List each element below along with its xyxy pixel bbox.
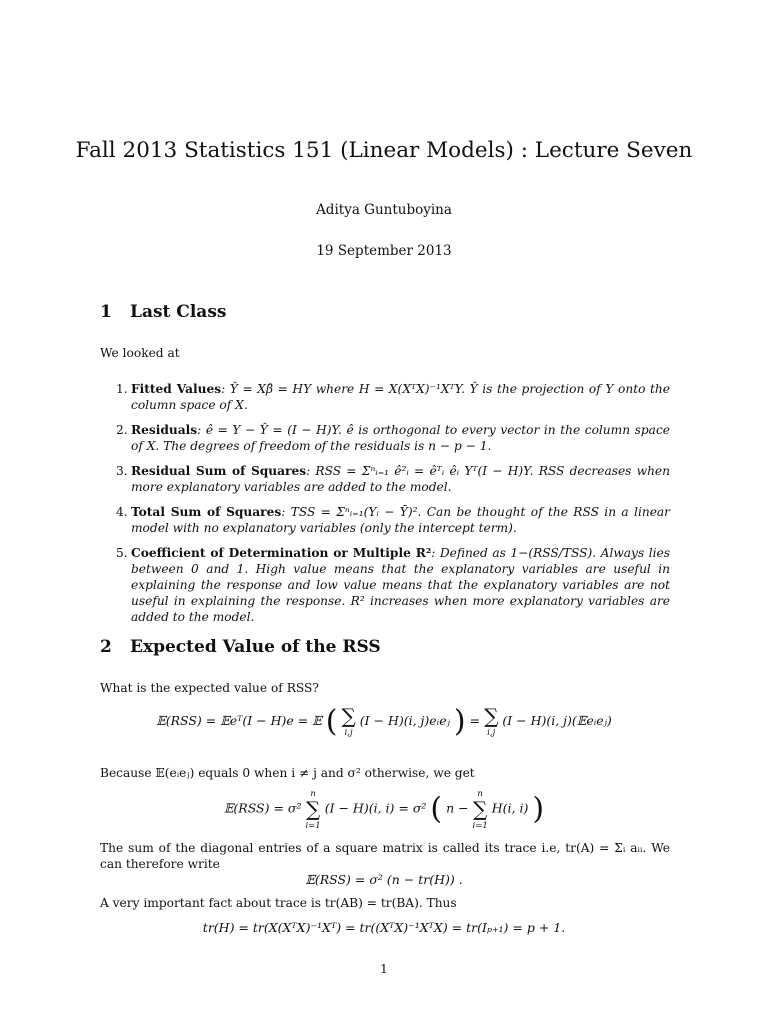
item-text: : RSS = Σⁿᵢ₌₁ ê²ᵢ = êᵀᵢ êᵢ Yᵀ(I − H)Y. RSS decreases when more explanatory variables are added to the model. xyxy=(131,464,670,494)
sum-subscript: i,j xyxy=(487,727,496,738)
sum-subscript: i=1 xyxy=(472,821,488,831)
list-item xyxy=(100,422,670,454)
sum-superscript: n xyxy=(310,789,316,799)
eq2-mid: (I − H)(i, i) = σ² xyxy=(324,800,427,816)
item-term: Total Sum of Squares xyxy=(131,505,282,519)
eq1-equals: = xyxy=(469,713,481,728)
open-paren: ( xyxy=(430,791,443,827)
item-number: 1 . xyxy=(116,381,128,397)
because-text: Because 𝔼(eᵢeⱼ) equals 0 when i ≠ j and σ² otherwise, we get xyxy=(100,766,475,780)
sum-superscript: n xyxy=(477,789,483,799)
sum-subscript: i,j xyxy=(344,727,353,738)
list-item xyxy=(100,545,670,625)
item-number: 4 . xyxy=(116,504,128,520)
section-number: 2 xyxy=(100,637,112,657)
item-text: : TSS = Σⁿᵢ₌₁(Yᵢ − Ȳ)². Can be thought of the RSS in a linear model with no explanatory variables (only the intercept term). xyxy=(131,505,671,535)
list-item xyxy=(100,381,670,413)
item-number: 5 . xyxy=(116,545,128,561)
paper-date: 19 September 2013 xyxy=(316,243,452,259)
eq2-n: n − xyxy=(446,800,469,816)
equation-rss-sigma xyxy=(0,787,768,831)
equation-trace-h: tr(H) = tr(X(XᵀX)⁻¹Xᵀ) = tr((XᵀX)⁻¹XᵀX) = tr(Iₚ₊₁) = p + 1. xyxy=(202,920,566,935)
sum-symbol: ∑ i,j xyxy=(341,703,356,738)
section2-question: What is the expected value of RSS? xyxy=(100,681,319,695)
eq1-left: 𝔼(RSS) = 𝔼eᵀ(I − H)e = 𝔼 xyxy=(156,713,322,728)
item-text: : Defined as 1−(RSS/TSS). Always lies between 0 and 1. High value means that the explanatory variables are useful in explaining the response and low value means that the explanatory variables are not useful in explaining the response. R² increases when more explanatory variables are added to the model. xyxy=(131,546,670,624)
sum-symbol: ∑ i,j xyxy=(484,703,499,738)
eq2-right: H(i, i) xyxy=(491,800,529,816)
item-term: Residual Sum of Squares xyxy=(131,464,307,478)
section-number: 1 xyxy=(100,302,112,322)
sum-symbol: n ∑ i=1 xyxy=(472,789,488,831)
close-paren: ) xyxy=(532,791,545,827)
trace-text: The sum of the diagonal entries of a square matrix is called its trace i.e, tr(A) = Σᵢ aᵢᵢ. We can therefore write xyxy=(100,841,670,871)
section-heading-last-class xyxy=(100,302,226,322)
section1-intro: We looked at xyxy=(100,346,180,360)
sum-subscript: i=1 xyxy=(305,821,321,831)
eq1-right: (I − H)(i, j)(𝔼eᵢeⱼ) xyxy=(502,713,612,728)
sum-symbol: n ∑ i=1 xyxy=(305,789,321,831)
section-title: Expected Value of the RSS xyxy=(130,637,381,657)
open-paren: ( xyxy=(325,704,338,739)
trace-fact-text: A very important fact about trace is tr(AB) = tr(BA). Thus xyxy=(100,896,457,910)
eq2-left: 𝔼(RSS) = σ² xyxy=(223,800,302,816)
equation-rss-trace: 𝔼(RSS) = σ² (n − tr(H)) . xyxy=(305,872,463,887)
item-text: : Ŷ = Xβ̂ = HY where H = X(XᵀX)⁻¹XᵀY. Ŷ is the projection of Y onto the column space of X. xyxy=(131,382,670,412)
item-number: 3 . xyxy=(116,463,128,479)
paper-author: Aditya Guntuboyina xyxy=(316,202,452,218)
section-heading-expected-rss xyxy=(100,637,381,657)
eq1-inner: (I − H)(i, j)eᵢeⱼ xyxy=(359,713,450,728)
last-class-list xyxy=(100,381,670,634)
page-number: 1 xyxy=(380,962,388,976)
item-term: Residuals xyxy=(131,423,198,437)
item-text: : ê = Y − Ŷ = (I − H)Y. ê is orthogonal to every vector in the column space of X. The degrees of freedom of the residuals is n − p − 1. xyxy=(131,423,670,453)
item-term: Coefficient of Determination or Multiple R² xyxy=(131,546,432,560)
section-title: Last Class xyxy=(130,302,227,322)
equation-expected-rss xyxy=(0,704,768,739)
list-item xyxy=(100,463,670,495)
list-item xyxy=(100,504,670,536)
close-paren: ) xyxy=(453,704,466,739)
item-number: 2 . xyxy=(116,422,128,438)
item-term: Fitted Values xyxy=(131,382,222,396)
paper-title: Fall 2013 Statistics 151 (Linear Models) : Lecture Seven xyxy=(75,138,693,163)
